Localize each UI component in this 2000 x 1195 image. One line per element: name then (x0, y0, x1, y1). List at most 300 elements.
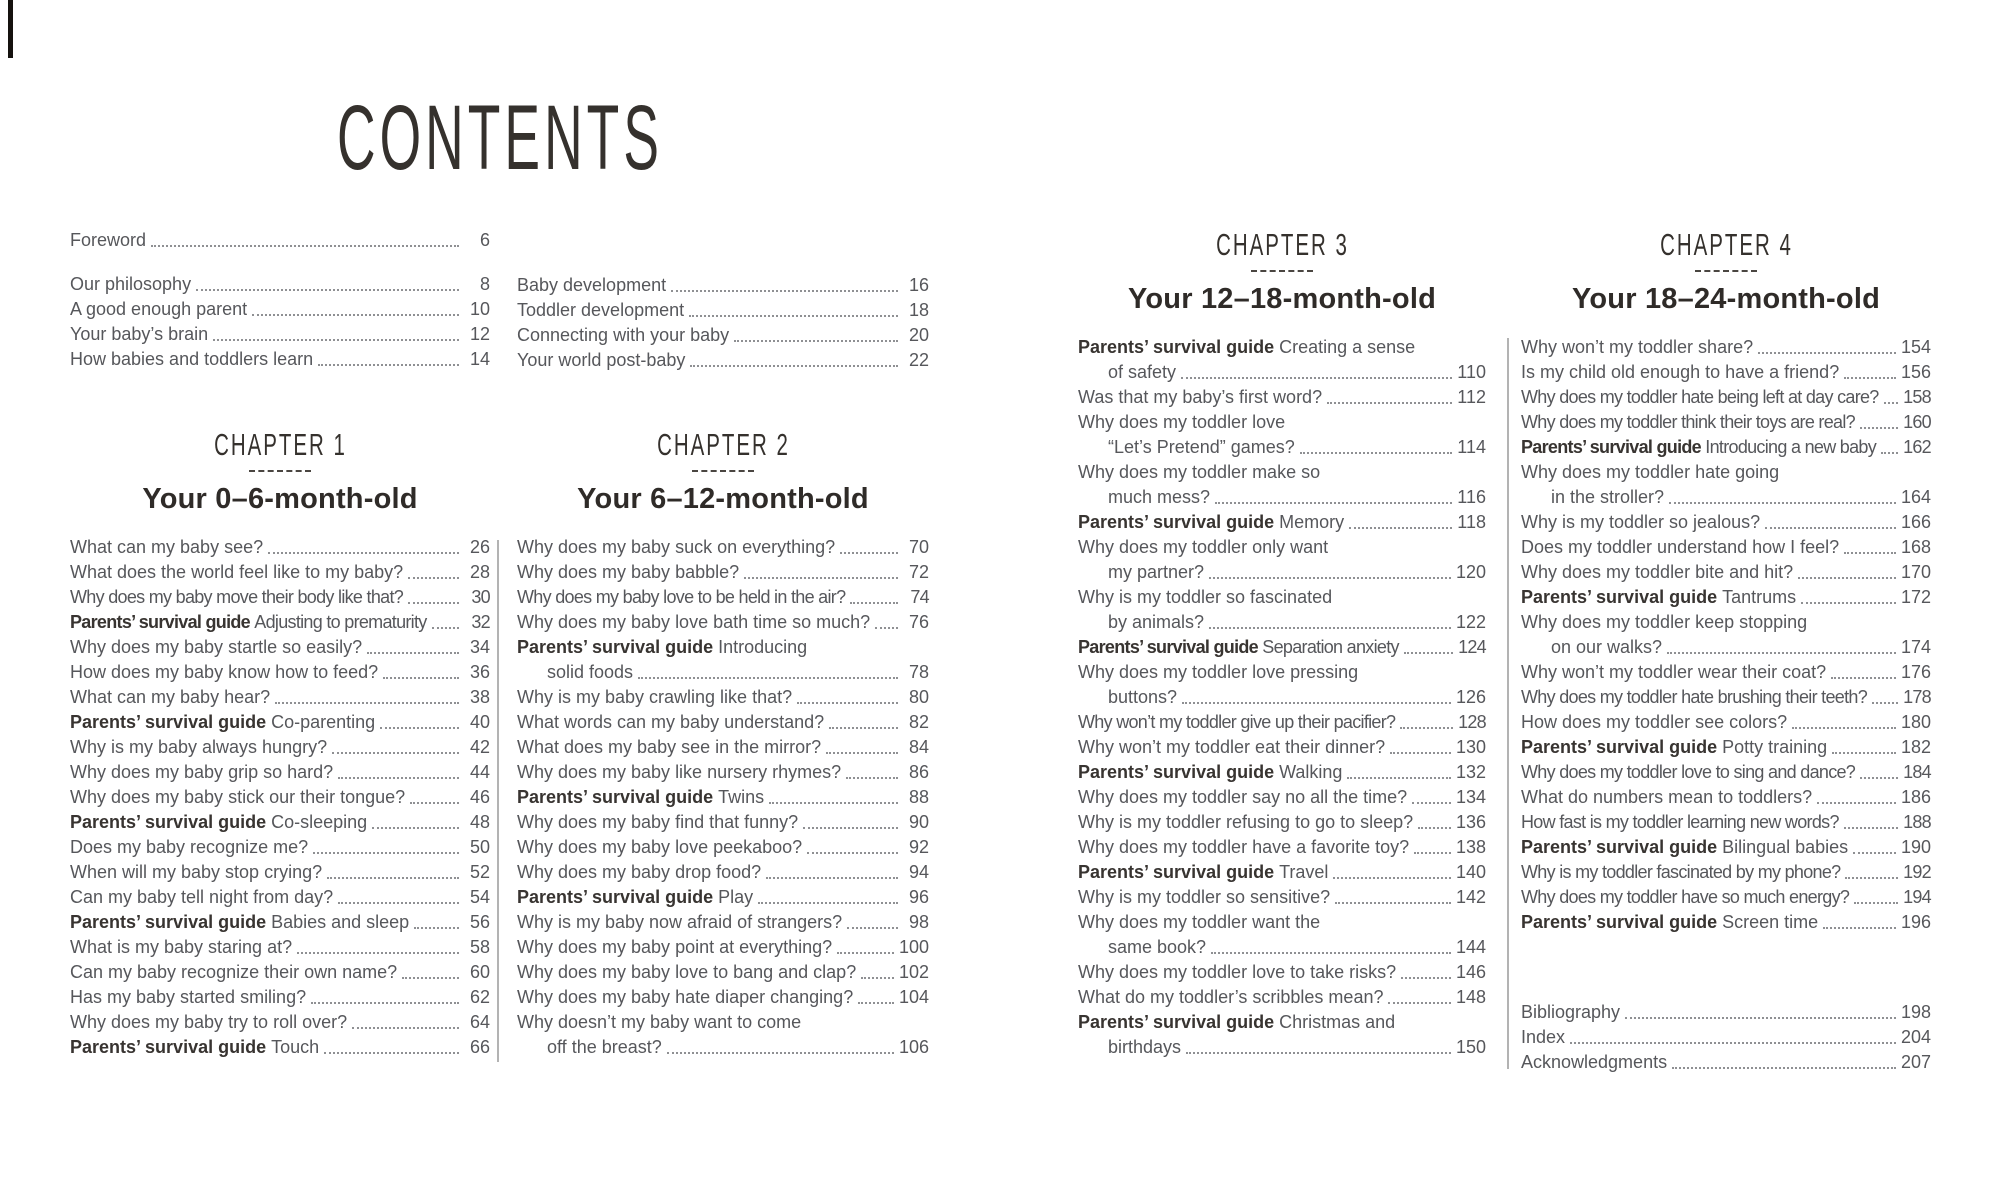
entry-page-number: 92 (908, 837, 929, 857)
toc-entry (1078, 510, 1486, 535)
entry-title: What does the world feel like to my baby? (70, 562, 404, 582)
entry-title: Parents’ survival guide Creating a sense (1078, 337, 1416, 357)
leader-dots (1186, 1052, 1451, 1054)
toc-entry-continuation (1078, 560, 1486, 585)
entry-title: How does my toddler see colors? (1521, 712, 1788, 732)
entry-title: Does my toddler understand how I feel? (1521, 537, 1840, 557)
entry-page-number: 128 (1458, 712, 1486, 732)
toc-entry (1521, 710, 1931, 735)
entry-page-number: 170 (1900, 562, 1931, 582)
entry-title: Parents’ survival guide Christmas and (1078, 1012, 1396, 1032)
toc-entry (70, 228, 490, 253)
toc-entry (70, 985, 490, 1010)
entry-title: Parents’ survival guide Separation anxiety (1078, 637, 1399, 657)
entry-title: Why does my toddler love (1078, 412, 1286, 432)
toc-entry (517, 535, 929, 560)
entry-page-number: 136 (1455, 812, 1486, 832)
toc-entry (1521, 1050, 1931, 1075)
entry-bold-label: Parents’ survival guide (1521, 737, 1723, 757)
entry-page-number: 122 (1455, 612, 1486, 632)
toc-entry (1078, 735, 1486, 760)
toc-entry (1078, 760, 1486, 785)
leader-dots (769, 802, 898, 804)
entry-page-number: 207 (1900, 1052, 1931, 1072)
entry-title: Parents’ survival guide Introducing a new baby (1521, 437, 1877, 457)
entry-title: How does my baby know how to feed? (70, 662, 379, 682)
leader-dots (846, 777, 898, 779)
entry-title: Parents’ survival guide Adjusting to prematurity (70, 612, 427, 632)
toc-entry-continuation (1078, 610, 1486, 635)
entry-title: Why does my baby move their body like that? (70, 587, 404, 607)
toc-entry (70, 297, 490, 322)
entry-title: Why does my toddler bite and hit? (1521, 562, 1794, 582)
toc-entry (1521, 435, 1931, 460)
front-matter-column-2 (517, 273, 929, 373)
entry-title: What does my baby see in the mirror? (517, 737, 822, 757)
entry-title-continuation: “Let’s Pretend” games? (1108, 437, 1295, 457)
leader-dots (1854, 902, 1898, 904)
leader-dots (352, 1027, 459, 1029)
entry-title: Parents’ survival guide Memory (1078, 512, 1345, 532)
dashed-rule (1251, 270, 1313, 272)
entry-page-number: 82 (908, 712, 929, 732)
entry-title: Parents’ survival guide Travel (1078, 862, 1329, 882)
toc-entry-continuation (1078, 360, 1486, 385)
toc-entry (70, 835, 490, 860)
entry-title: Toddler development (517, 300, 685, 320)
chapter-2-section (517, 425, 929, 1060)
entry-page-number: 194 (1903, 887, 1931, 907)
entry-title: Why does my toddler hate being left at day care? (1521, 387, 1879, 407)
entry-page-number: 76 (908, 612, 929, 632)
toc-entry (1078, 635, 1486, 660)
leader-dots (1831, 677, 1896, 679)
chapter-4-entries (1521, 335, 1931, 935)
entry-page-number: 58 (469, 937, 490, 957)
entry-page-number: 20 (908, 325, 929, 345)
entry-bold-label: Parents’ survival guide (1078, 512, 1280, 532)
entry-title-continuation: solid foods (547, 662, 634, 682)
leader-dots (1798, 577, 1896, 579)
leader-dots (1844, 827, 1898, 829)
toc-entry (1078, 460, 1486, 485)
entry-page-number: 166 (1900, 512, 1931, 532)
toc-entry (1078, 385, 1486, 410)
leader-dots (1182, 702, 1451, 704)
entry-title: What can my baby see? (70, 537, 264, 557)
toc-entry (517, 585, 929, 610)
entry-page-number: 8 (479, 274, 490, 294)
toc-entry (517, 560, 929, 585)
toc-entry-continuation (1078, 685, 1486, 710)
entry-title: A good enough parent (70, 299, 248, 319)
entry-page-number: 160 (1903, 412, 1931, 432)
leader-dots (847, 927, 898, 929)
entry-title: Why does my toddler make so (1078, 462, 1321, 482)
toc-entry-continuation (1078, 1035, 1486, 1060)
leader-dots (1181, 377, 1452, 379)
leader-dots (1844, 377, 1896, 379)
toc-entry (517, 635, 929, 660)
entry-page-number: 140 (1455, 862, 1486, 882)
column-divider-right-page (1507, 338, 1509, 1069)
leader-dots (690, 365, 898, 367)
entry-title: Has my baby started smiling? (70, 987, 307, 1007)
entry-page-number: 94 (908, 862, 929, 882)
entry-page-number: 62 (469, 987, 490, 1007)
leader-dots (1414, 852, 1451, 854)
entry-page-number: 156 (1900, 362, 1931, 382)
entry-title: Parents’ survival guide Co-sleeping (70, 812, 368, 832)
entry-page-number: 66 (469, 1037, 490, 1057)
chapter-4-section (1521, 225, 1931, 935)
leader-dots (1333, 877, 1451, 879)
entry-page-number: 14 (469, 349, 490, 369)
page-scan-edge-mark (8, 0, 13, 58)
leader-dots (1667, 652, 1896, 654)
entry-page-number: 50 (469, 837, 490, 857)
entry-title: Why does my baby grip so hard? (70, 762, 334, 782)
entry-title: Can my baby recognize their own name? (70, 962, 398, 982)
toc-entry (1078, 785, 1486, 810)
entry-page-number: 100 (898, 937, 929, 957)
leader-dots (1349, 527, 1452, 529)
entry-page-number: 86 (908, 762, 929, 782)
entry-page-number: 96 (908, 887, 929, 907)
entry-page-number: 164 (1900, 487, 1931, 507)
toc-entry (517, 610, 929, 635)
entry-title-continuation: off the breast? (547, 1037, 662, 1057)
toc-entry (1521, 410, 1931, 435)
entry-title: Why does my baby love to bang and clap? (517, 962, 857, 982)
entry-title: Baby development (517, 275, 667, 295)
leader-dots (1872, 702, 1898, 704)
column-divider-left-page (497, 540, 499, 1062)
entry-page-number: 114 (1457, 437, 1486, 457)
leader-dots (1823, 927, 1896, 929)
entry-page-number: 118 (1457, 512, 1486, 532)
leader-dots (338, 777, 459, 779)
entry-title: Bibliography (1521, 1002, 1621, 1022)
entry-page-number: 80 (908, 687, 929, 707)
entry-page-number: 90 (908, 812, 929, 832)
chapter-4-title: Your 18–24-month-old (1572, 283, 1880, 315)
toc-entry (1078, 535, 1486, 560)
entry-page-number: 146 (1455, 962, 1486, 982)
leader-dots (252, 314, 459, 316)
entry-page-number: 182 (1900, 737, 1931, 757)
entry-title: Parents’ survival guide Babies and sleep (70, 912, 410, 932)
chapter-3-header (1078, 225, 1486, 316)
entry-bold-label: Parents’ survival guide (70, 612, 255, 632)
leader-dots (414, 927, 459, 929)
dashed-rule (692, 470, 754, 472)
leader-dots (1669, 502, 1896, 504)
toc-entry (1078, 835, 1486, 860)
toc-entry (1078, 710, 1486, 735)
leader-dots (313, 852, 459, 854)
entry-title: Why is my toddler refusing to go to sleep? (1078, 812, 1414, 832)
entry-title-continuation: my partner? (1108, 562, 1205, 582)
toc-entry (70, 585, 490, 610)
toc-entry (1521, 1000, 1931, 1025)
toc-entry (70, 910, 490, 935)
entry-page-number: 34 (469, 637, 490, 657)
entry-page-number: 16 (908, 275, 929, 295)
entry-title: Does my baby recognize me? (70, 837, 309, 857)
toc-entry (1521, 810, 1931, 835)
leader-dots (850, 602, 898, 604)
leader-dots (402, 977, 459, 979)
toc-entry-continuation (1521, 485, 1931, 510)
leader-dots (1765, 527, 1896, 529)
leader-dots (734, 340, 898, 342)
leader-dots (324, 1052, 459, 1054)
leader-dots (803, 827, 898, 829)
chapter-2-kicker: CHAPTER 2 (656, 427, 790, 462)
entry-title: What words can my baby understand? (517, 712, 825, 732)
entry-title: Parents’ survival guide Walking (1078, 762, 1343, 782)
toc-entry (70, 810, 490, 835)
toc-entry (517, 985, 929, 1010)
entry-title: Why does my baby point at everything? (517, 937, 833, 957)
toc-entry (517, 860, 929, 885)
leader-dots (338, 902, 459, 904)
toc-entry (517, 273, 929, 298)
leader-dots (826, 752, 898, 754)
entry-title: What do numbers mean to toddlers? (1521, 787, 1813, 807)
entry-page-number: 74 (910, 587, 929, 607)
toc-entry (70, 785, 490, 810)
leader-dots (1335, 902, 1451, 904)
entry-bold-label: Parents’ survival guide (517, 887, 719, 907)
toc-entry-continuation (1078, 485, 1486, 510)
toc-entry (70, 960, 490, 985)
entry-page-number: 134 (1455, 787, 1486, 807)
entry-page-number: 36 (469, 662, 490, 682)
entry-title-continuation: much mess? (1108, 487, 1211, 507)
entry-page-number: 60 (469, 962, 490, 982)
leader-dots (1860, 777, 1898, 779)
leader-dots (1881, 452, 1898, 454)
chapter-1-header (70, 425, 490, 516)
leader-dots (829, 727, 898, 729)
entry-page-number: 196 (1900, 912, 1931, 932)
entry-title: Parents’ survival guide Bilingual babies (1521, 837, 1849, 857)
leader-dots (807, 852, 898, 854)
entry-page-number: 12 (469, 324, 490, 344)
entry-page-number: 84 (908, 737, 929, 757)
entry-page-number: 52 (469, 862, 490, 882)
leader-dots (744, 577, 898, 579)
entry-title-continuation: same book? (1108, 937, 1207, 957)
entry-page-number: 204 (1900, 1027, 1931, 1047)
chapter-1-kicker: CHAPTER 1 (213, 427, 347, 462)
entry-bold-label: Parents’ survival guide (1078, 637, 1263, 657)
entry-page-number: 6 (479, 230, 490, 250)
entry-page-number: 56 (469, 912, 490, 932)
toc-entry-continuation (1521, 635, 1931, 660)
entry-title: Why does my toddler love to take risks? (1078, 962, 1397, 982)
entry-page-number: 70 (908, 537, 929, 557)
toc-entry (1521, 760, 1931, 785)
toc-entry (70, 660, 490, 685)
leader-dots (1412, 802, 1451, 804)
entry-page-number: 106 (898, 1037, 929, 1057)
entry-page-number: 110 (1457, 362, 1486, 382)
leader-dots (1390, 752, 1451, 754)
leader-dots (213, 339, 459, 341)
leader-dots (410, 802, 459, 804)
leader-dots (151, 245, 459, 247)
entry-bold-label: Parents’ survival guide (517, 787, 719, 807)
leader-dots (1672, 1067, 1896, 1069)
leader-dots (327, 877, 459, 879)
entry-title: Why does my baby babble? (517, 562, 740, 582)
back-matter-list (1521, 1000, 1931, 1075)
chapter-4-header (1521, 225, 1931, 316)
leader-dots (1401, 977, 1451, 979)
entry-title: Why does my toddler think their toys are real? (1521, 412, 1855, 432)
toc-entry (70, 1010, 490, 1035)
entry-title: Why won’t my toddler give up their pacifier? (1078, 712, 1396, 732)
entry-title: Why does my baby startle so easily? (70, 637, 363, 657)
toc-entry (70, 1035, 490, 1060)
entry-title: Why won’t my toddler wear their coat? (1521, 662, 1827, 682)
leader-dots (1300, 452, 1453, 454)
toc-entry-continuation (1078, 935, 1486, 960)
toc-entry (517, 935, 929, 960)
entry-bold-label: Parents’ survival guide (1078, 862, 1280, 882)
entry-page-number: 32 (471, 612, 490, 632)
entry-page-number: 78 (908, 662, 929, 682)
entry-title: Parents’ survival guide Co-parenting (70, 712, 376, 732)
leader-dots (1388, 1002, 1450, 1004)
entry-title: Foreword (70, 230, 147, 250)
entry-title: What is my baby staring at? (70, 937, 293, 957)
entry-title: Why does my baby like nursery rhymes? (517, 762, 842, 782)
entry-title: Why does my baby love bath time so much? (517, 612, 871, 632)
entry-page-number: 28 (469, 562, 490, 582)
entry-title: What can my baby hear? (70, 687, 271, 707)
entry-page-number: 26 (469, 537, 490, 557)
entry-bold-label: Parents’ survival guide (1078, 337, 1280, 357)
entry-page-number: 38 (469, 687, 490, 707)
entry-title: Why does my baby love to be held in the air? (517, 587, 846, 607)
entry-title: Our philosophy (70, 274, 192, 294)
entry-page-number: 98 (908, 912, 929, 932)
entry-title: Why is my baby now afraid of strangers? (517, 912, 843, 932)
entry-bold-label: Parents’ survival guide (1521, 587, 1723, 607)
toc-entry (70, 710, 490, 735)
entry-title: Why does my toddler only want (1078, 537, 1329, 557)
entry-title: Parents’ survival guide Twins (517, 787, 765, 807)
entry-title: When will my baby stop crying? (70, 862, 323, 882)
entry-title: Why does my toddler keep stopping (1521, 612, 1808, 632)
toc-entry (70, 272, 490, 297)
toc-entry (1521, 560, 1931, 585)
leader-dots (861, 977, 894, 979)
leader-dots (837, 952, 894, 954)
entry-title: Why is my toddler so jealous? (1521, 512, 1761, 532)
entry-title: Why doesn’t my baby want to come (517, 1012, 802, 1032)
entry-title: Why won’t my toddler eat their dinner? (1078, 737, 1386, 757)
chapter-4-kicker: CHAPTER 4 (1659, 227, 1793, 262)
toc-entry (1078, 585, 1486, 610)
leader-dots (758, 902, 898, 904)
toc-entry (517, 885, 929, 910)
entry-title: Why does my baby find that funny? (517, 812, 799, 832)
toc-entry-continuation (517, 1035, 929, 1060)
entry-title: Why does my baby hate diaper changing? (517, 987, 854, 1007)
toc-entry (1521, 610, 1931, 635)
toc-entry (1078, 985, 1486, 1010)
entry-title: Why does my baby drop food? (517, 862, 762, 882)
leader-dots (372, 827, 459, 829)
leader-dots (367, 652, 459, 654)
entry-bold-label: Parents’ survival guide (1078, 762, 1280, 782)
toc-entry (517, 760, 929, 785)
leader-dots (1404, 652, 1453, 654)
chapter-3-section (1078, 225, 1486, 1060)
leader-dots (1418, 827, 1451, 829)
entry-page-number: 40 (469, 712, 490, 732)
entry-title: Why does my toddler have a favorite toy? (1078, 837, 1410, 857)
leader-dots (268, 552, 459, 554)
entry-page-number: 124 (1458, 637, 1486, 657)
entry-page-number: 186 (1900, 787, 1931, 807)
entry-page-number: 138 (1455, 837, 1486, 857)
toc-entry (70, 735, 490, 760)
toc-entry (517, 710, 929, 735)
chapter-2-header (517, 425, 929, 516)
dashed-rule (1695, 270, 1757, 272)
chapter-1-title: Your 0–6-month-old (142, 483, 418, 515)
entry-title-continuation: on our walks? (1551, 637, 1663, 657)
toc-entry (1078, 960, 1486, 985)
entry-title: How babies and toddlers learn (70, 349, 314, 369)
entry-bold-label: Parents’ survival guide (70, 1037, 272, 1057)
entry-page-number: 48 (469, 812, 490, 832)
toc-entry (1521, 885, 1931, 910)
entry-title: Why does my toddler hate brushing their teeth? (1521, 687, 1868, 707)
entry-title: Why is my toddler fascinated by my phone? (1521, 862, 1841, 882)
entry-title: What do my toddler’s scribbles mean? (1078, 987, 1384, 1007)
entry-page-number: 64 (469, 1012, 490, 1032)
entry-title: Why does my toddler love to sing and dance? (1521, 762, 1856, 782)
leader-dots (875, 627, 898, 629)
toc-entry (1521, 335, 1931, 360)
toc-entry (1521, 385, 1931, 410)
toc-entry (1078, 410, 1486, 435)
toc-entry (1521, 585, 1931, 610)
entry-title: How fast is my toddler learning new words? (1521, 812, 1839, 832)
entry-title-continuation: of safety (1108, 362, 1177, 382)
toc-entry (1078, 335, 1486, 360)
entry-bold-label: Parents’ survival guide (70, 812, 272, 832)
entry-title: Why does my baby try to roll over? (70, 1012, 348, 1032)
leader-dots (638, 677, 898, 679)
toc-entry-continuation (1078, 435, 1486, 460)
leader-dots (311, 1002, 459, 1004)
entry-page-number: 102 (898, 962, 929, 982)
toc-entry (70, 560, 490, 585)
entry-page-number: 120 (1455, 562, 1486, 582)
leader-dots (1801, 602, 1896, 604)
entry-bold-label: Parents’ survival guide (1521, 912, 1723, 932)
toc-entry (517, 685, 929, 710)
leader-dots (1844, 552, 1896, 554)
